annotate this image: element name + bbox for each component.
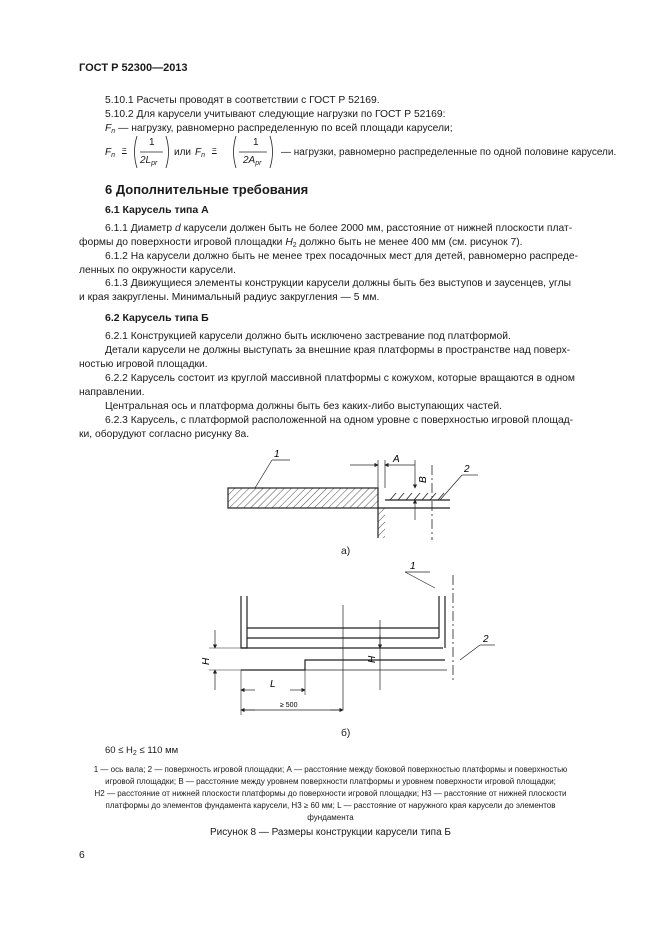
legend-line-2: игровой площадки; В — расстояние между уровнем поверхности платформы и уровнем поверхности игровой площадки;: [105, 777, 556, 786]
fig-a-callout-2: 2: [464, 464, 470, 475]
para-6-2-1: 6.2.1 Конструкцией карусели должно быть исключено застревание под платформой.: [105, 331, 511, 342]
p611-hsub: 2: [292, 242, 297, 249]
formula-eq2: =: [212, 145, 217, 154]
legend-line-1: 1 — ось вала; 2 — поверхность игровой площадки; А — расстояние между боковой поверхностью платформы и поверхностью: [93, 765, 568, 774]
para-5-10-2: 5.10.2 Для карусели учитывают следующие нагрузки по ГОСТ Р 52169:: [105, 109, 446, 120]
formula-f2-sub: n: [201, 152, 206, 159]
legend-line-4: платформы до элементов фундамента карусели, H3 ≥ 60 мм; L — расстояние от наружного края карусели до элементов: [105, 801, 556, 810]
para-6-2-3-line2: ки, оборудуют согласно рисунку 8а.: [79, 429, 250, 440]
platform-section: [228, 488, 378, 508]
figure-caption: Рисунок 8 — Размеры конструкции карусели типа Б: [209, 827, 451, 838]
fig-b-dim-L: L: [270, 679, 276, 690]
range-tail: ≤ 110 мм: [136, 745, 179, 756]
subsection-6-2-title: 6.2 Карусель типа Б: [105, 312, 209, 324]
para-6-1-3-line1: 6.1.3 Движущиеся элементы конструкции карусели должны быть без выступов и заусенцев, углы: [105, 278, 571, 289]
formula-eq1: =: [122, 145, 127, 154]
figure-8b-drawing: [195, 560, 505, 720]
legend-line-3: H2 — расстояние от нижней плоскости платформы до поверхности игровой площадки; H3 — расстояние от нижней плоскости: [94, 789, 567, 798]
formula-or: или: [174, 147, 192, 158]
fn-symbol: F: [105, 123, 112, 134]
fig-b-dim-h3: H: [367, 655, 378, 663]
section-6-title: 6 Дополнительные требования: [105, 182, 309, 197]
formula-den2: 2A: [243, 155, 256, 166]
fig-b-dim-500: ≥ 500: [280, 702, 298, 709]
para-6-1-2-line2: ленных по окружности карусели.: [79, 265, 236, 276]
p611-e: должно быть не менее 400 мм (см. рисунок 7).: [296, 237, 523, 248]
formula-f1: F: [105, 147, 112, 158]
p611-a: 6.1.1 Диаметр: [105, 223, 175, 234]
formula-f2: F: [195, 147, 202, 158]
para-6-1-3-line2: и края закруглены. Минимальный радиус закругления — 5 мм.: [79, 292, 380, 303]
subsection-6-1-title: 6.1 Карусель типа А: [105, 204, 209, 216]
para-6-1-1-line1: [105, 222, 572, 235]
page-number: 6: [79, 850, 85, 861]
para-6-2-2-line2: направлении.: [79, 387, 145, 398]
para-6-1-2-line1: 6.1.2 На карусели должно быть не менее трех посадочных мест для детей, равномерно распреде-: [105, 251, 579, 262]
formula-num1: 1: [149, 137, 155, 148]
formula-num2: 1: [253, 137, 259, 148]
formula-f1-sub: n: [111, 152, 116, 159]
p611-c: формы до поверхности игровой площадки: [79, 237, 286, 248]
formula-tail: — нагрузки, равномерно распределенные по одной половине карусели.: [281, 147, 617, 158]
range-text: 60 ≤ H: [105, 745, 133, 756]
p611-b: карусели должен быть не более 2000 мм, расстояние от нижней плоскости плат-: [180, 223, 573, 234]
fig-b-callout-1: 1: [410, 561, 416, 572]
figure-a-label: а): [341, 546, 351, 557]
para-6-2-1b-line1: Детали карусели не должны выступать за внешние края платформы в пространстве над поверх-: [105, 345, 571, 356]
para-6-2-1b-line2: ностью игровой площадки.: [79, 359, 208, 370]
fig-b-callout-2: 2: [483, 634, 489, 645]
range-sub: 2: [132, 750, 137, 757]
h2-range: [105, 744, 178, 760]
legend-line-5: фундамента: [307, 813, 354, 822]
fig-a-callout-1: 1: [274, 449, 280, 460]
formula-den1: 2L: [140, 155, 152, 166]
fig-b-dim-h2: H: [201, 657, 212, 665]
figure-legend: [79, 764, 582, 824]
para-5-10-1: 5.10.1 Расчеты проводят в соответствии с ГОСТ Р 52169.: [105, 95, 380, 106]
para-6-2-3-line1: 6.2.3 Карусель, с платформой расположенной на одном уровне с поверхностью игровой площад-: [105, 415, 574, 426]
fn-description: — нагрузку, равномерно распределенную по всей площади карусели;: [118, 123, 453, 134]
p611-d: d: [174, 223, 181, 234]
para-6-2-2b: Центральная ось и платформа должны быть без каких-либо выступающих частей.: [105, 401, 502, 412]
fig-a-dim-A: А: [393, 454, 400, 465]
load-formula: [105, 134, 625, 170]
fn-subscript: n: [111, 128, 116, 135]
para-6-2-2-line1: 6.2.2 Карусель состоит из круглой массивной платформы с кожухом, которые вращаются в одном: [105, 373, 575, 384]
formula-den1-sub: pr: [151, 160, 158, 167]
figure-8a-drawing: [200, 445, 490, 545]
fig-a-dim-B: В: [418, 476, 429, 483]
figure-b-label: б): [341, 728, 351, 739]
formula-den2-sub: pr: [255, 160, 262, 167]
p611-h: H: [285, 237, 293, 248]
document-header: ГОСТ Р 52300—2013: [79, 62, 188, 74]
pit-wall: [378, 508, 385, 538]
